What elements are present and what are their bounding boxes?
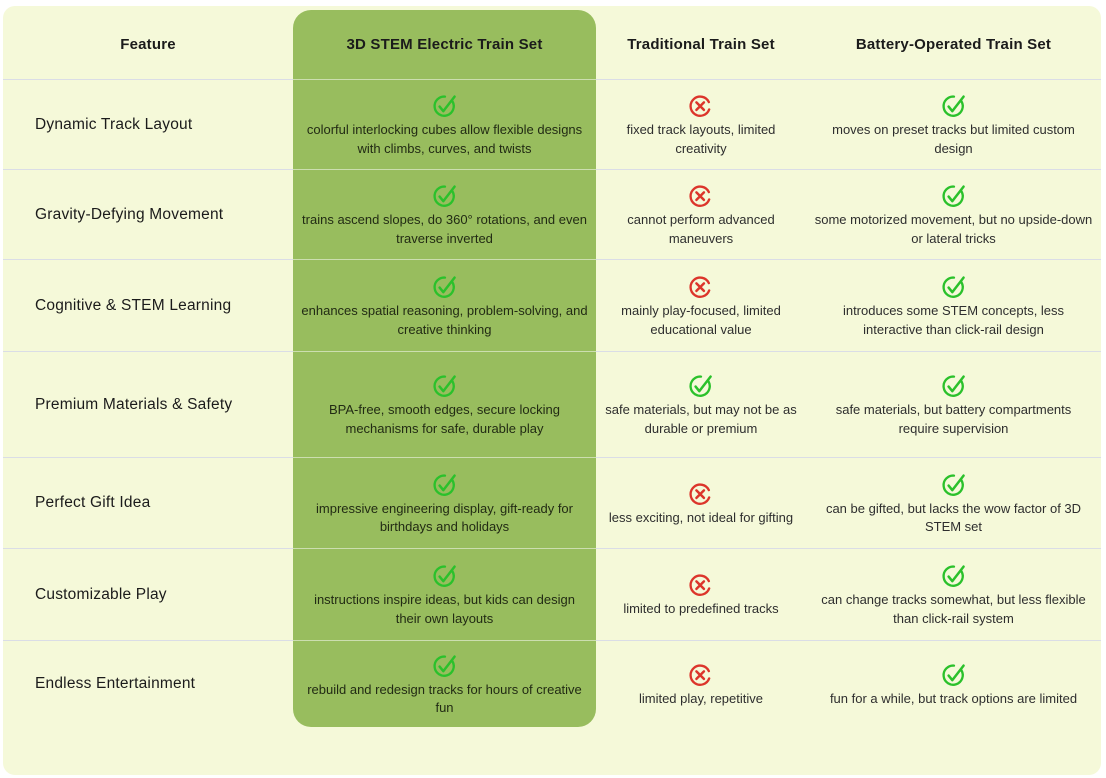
stem-description: impressive engineering display, gift-ready for birthdays and holidays [316,500,573,534]
battery-description: fun for a while, but track options are limited [829,690,1078,706]
feature-row-label [3,641,293,727]
check-circle-icon [939,181,969,208]
cross-circle-icon [686,479,716,506]
stem-description: BPA-free, smooth edges, secure locking mechanisms for safe, durable play [329,402,560,436]
check-circle-icon [430,561,460,588]
cross-circle-icon [686,91,716,118]
stem-description: enhances spatial reasoning, problem-solving, and creative thinking [301,303,588,337]
stem-cell [293,80,596,170]
check-circle-icon [939,470,969,497]
cross-circle-icon [686,570,716,597]
column-header-traditional-train-set: Traditional Train Set [596,10,806,80]
feature-text: Cognitive & STEM Learning [35,296,232,314]
feature-row-label [3,80,293,170]
check-circle-icon [430,272,460,299]
stem-cell [293,641,596,727]
traditional-description: cannot perform advanced maneuvers [627,212,775,246]
stem-description: colorful interlocking cubes allow flexible designs with climbs, curves, and twists [306,122,583,156]
check-circle-icon [939,91,969,118]
traditional-description: mainly play-focused, limited educational value [621,303,781,337]
stem-description: rebuild and redesign tracks for hours of creative fun [307,681,582,715]
battery-description: safe materials, but battery compartments require supervision [835,402,1072,436]
battery-cell [806,458,1101,549]
feature-text: Dynamic Track Layout [35,115,193,133]
traditional-cell [596,170,806,260]
feature-text: Endless Entertainment [35,675,196,692]
check-circle-icon [939,272,969,299]
check-circle-icon [430,371,460,398]
stem-cell [293,170,596,260]
traditional-cell [596,641,806,727]
feature-row-label [3,260,293,352]
check-circle-icon [939,561,969,588]
comparison-table [3,6,1101,727]
traditional-description: less exciting, not ideal for gifting [608,509,794,525]
stem-cell [293,352,596,458]
feature-text: Customizable Play [35,585,167,603]
traditional-description: limited play, repetitive [638,690,764,706]
feature-row-label [3,549,293,641]
column-header-feature: Feature [3,10,293,80]
feature-row-label [3,458,293,549]
traditional-description: safe materials, but may not be as durable or premium [605,402,797,436]
feature-text: Premium Materials & Safety [35,395,233,413]
traditional-cell [596,80,806,170]
cross-circle-icon [686,660,716,687]
stem-description: instructions inspire ideas, but kids can design their own layouts [314,592,575,626]
feature-text: Perfect Gift Idea [35,494,151,511]
battery-cell [806,352,1101,458]
check-circle-icon [939,371,969,398]
stem-cell [293,260,596,352]
feature-row-label [3,170,293,260]
stem-cell [293,549,596,641]
battery-description: can change tracks somewhat, but less flexible than click-rail system [821,592,1086,626]
battery-description: introduces some STEM concepts, less interactive than click-rail design [842,303,1065,337]
stem-cell [293,458,596,549]
feature-row-label [3,352,293,458]
check-circle-icon [686,371,716,398]
check-circle-icon [430,651,460,678]
column-header-battery-train-set: Battery-Operated Train Set [806,10,1101,80]
feature-text: Gravity-Defying Movement [35,205,224,223]
battery-cell [806,260,1101,352]
traditional-cell [596,260,806,352]
comparison-panel [3,6,1101,775]
traditional-cell [596,458,806,549]
traditional-cell [596,549,806,641]
battery-cell [806,549,1101,641]
check-circle-icon [430,181,460,208]
check-circle-icon [430,91,460,118]
stem-description: trains ascend slopes, do 360° rotations, and even traverse inverted [302,212,587,246]
check-circle-icon [939,660,969,687]
cross-circle-icon [686,272,716,299]
battery-cell [806,170,1101,260]
column-header-stem-train-set: 3D STEM Electric Train Set [293,10,596,80]
battery-description: moves on preset tracks but limited custom design [832,122,1075,156]
check-circle-icon [430,470,460,497]
traditional-cell [596,352,806,458]
battery-description: can be gifted, but lacks the wow factor of 3D STEM set [825,500,1082,534]
battery-description: some motorized movement, but no upside-down or lateral tricks [814,212,1093,246]
cross-circle-icon [686,181,716,208]
traditional-description: limited to predefined tracks [623,601,779,617]
traditional-description: fixed track layouts, limited creativity [626,122,776,156]
battery-cell [806,641,1101,727]
battery-cell [806,80,1101,170]
